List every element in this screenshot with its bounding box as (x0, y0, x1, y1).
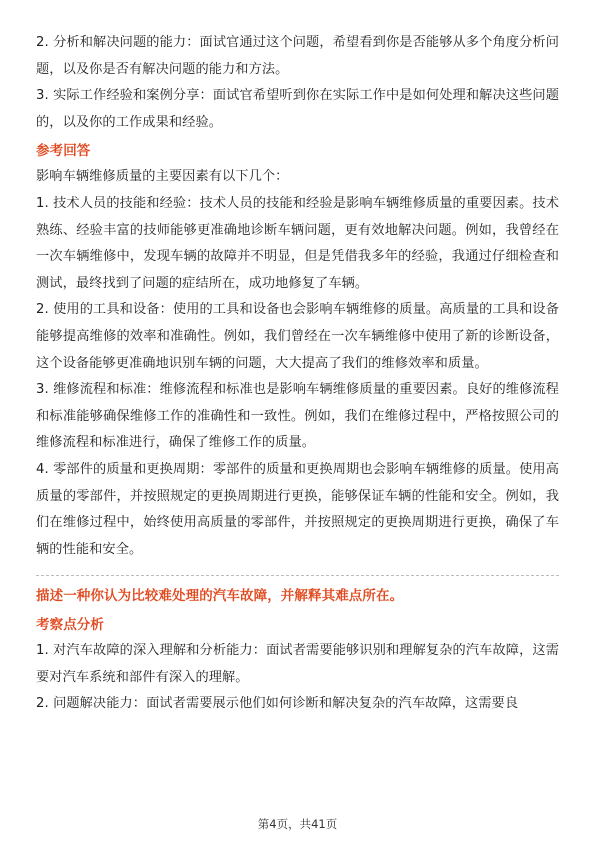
page-number: 第4页，共41页 (257, 817, 338, 831)
analysis-item: 2. 问题解决能力：面试者需要展示他们如何诊断和解决复杂的汽车故障，这需要良 (36, 696, 519, 712)
assessment-point: 2. 分析和解决问题的能力：面试官通过这个问题，希望看到你是否能够从多个角度分析问题，以及你是否有解决问题的能力和方法。 (36, 35, 559, 77)
answer-item: 3. 维修流程和标准：维修流程和标准也是影响车辆维修质量的重要因素。良好的维修流程和标准能够确保维修工作的准确性和一致性。例如，我们在维修过程中，严格按照公司的维修流程和标准进行，确保了维修工作的质量。 (36, 382, 559, 451)
analysis-heading: 考察点分析 (36, 617, 104, 634)
page-content (36, 30, 559, 718)
answer-intro: 影响车辆维修质量的主要因素有以下几个： (36, 169, 289, 185)
reference-heading: 参考回答 (36, 143, 91, 160)
section-divider (36, 575, 559, 576)
assessment-point: 3. 实际工作经验和案例分享：面试官希望听到你在实际工作中是如何处理和解决这些问题的，以及你的工作成果和经验。 (36, 88, 559, 130)
answer-item: 1. 技术人员的技能和经验：技术人员的技能和经验是影响车辆维修质量的重要因素。技术熟练、经验丰富的技师能够更准确地诊断车辆问题，更有效地解决问题。例如，我曾经在一次车辆维修中，发现车辆的故障并不明显，但是凭借我多年的经验，我通过仔细检查和测试，最终找到了问题的症结所在，成功地修复了车辆。 (36, 195, 559, 291)
question-title: 描述一种你认为比较难处理的汽车故障，并解释其难点所在。 (36, 588, 404, 605)
analysis-item: 1. 对汽车故障的深入理解和分析能力：面试者需要能够识别和理解复杂的汽车故障，这需要对汽车系统和部件有深入的理解。 (36, 643, 559, 685)
answer-item: 2. 使用的工具和设备：使用的工具和设备也会影响车辆维修的质量。高质量的工具和设备能够提高维修的效率和准确性。例如，我们曾经在一次车辆维修中使用了新的诊断设备，这个设备能够更准确地识别车辆的问题，大大提高了我们的维修效率和质量。 (36, 302, 559, 371)
answer-item: 4. 零部件的质量和更换周期：零部件的质量和更换周期也会影响车辆维修的质量。使用高质量的零部件，并按照规定的更换周期进行更换，能够保证车辆的性能和安全。例如，我们在维修过程中，始终使用高质量的零部件，并按照规定的更换周期进行更换，确保了车辆的性能和安全。 (36, 461, 559, 557)
